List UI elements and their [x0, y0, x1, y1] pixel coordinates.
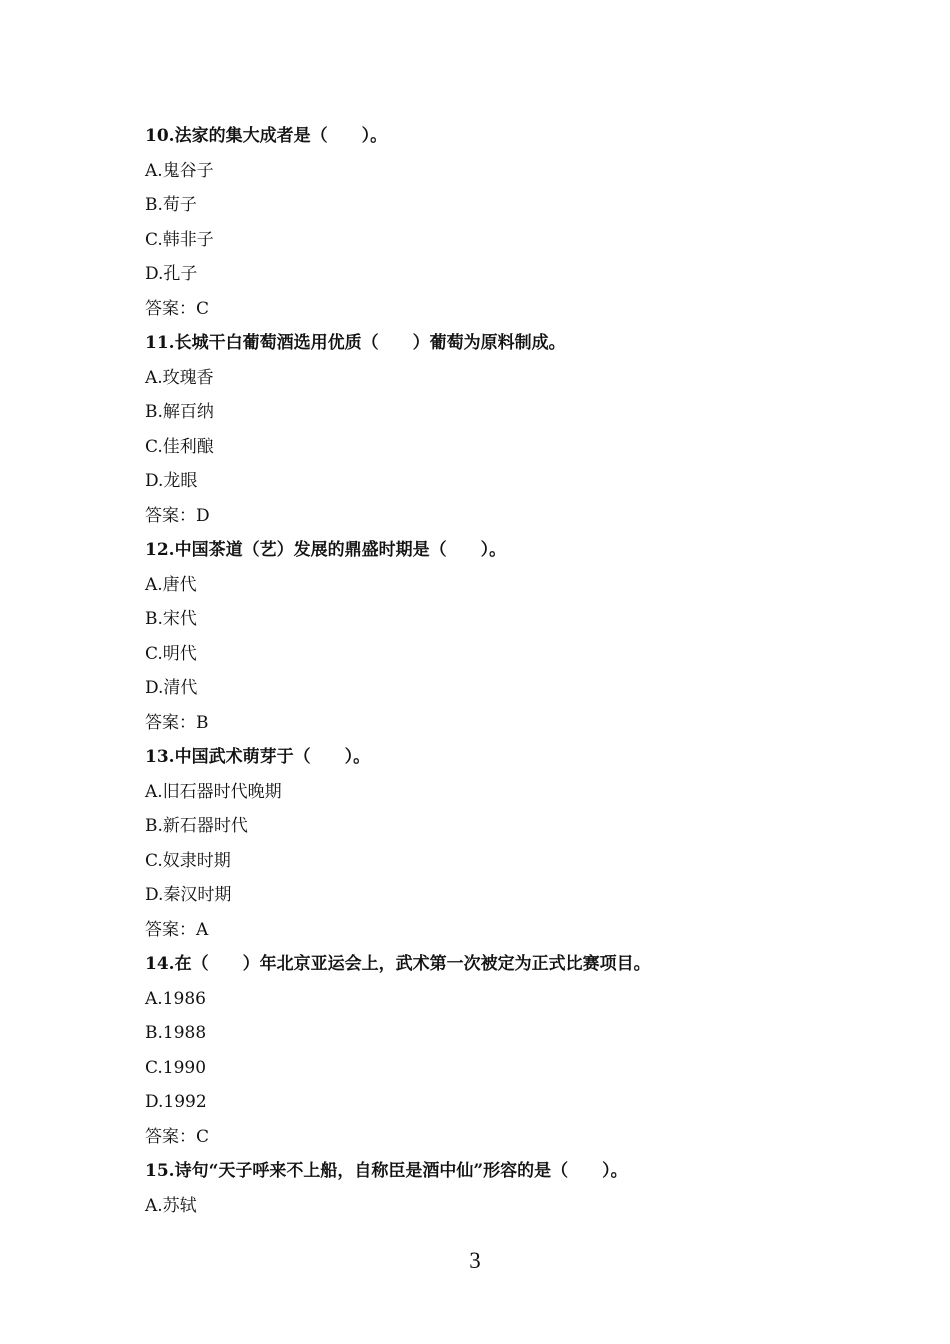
question-14-option-a: A.1986: [145, 988, 206, 1009]
question-11-option-c: C.佳利酿: [145, 436, 214, 457]
question-13-option-d: D.秦汉时期: [145, 885, 232, 905]
question-13-text: 13.中国武术萌芽于（ ）。: [145, 747, 371, 767]
question-11-text: 11.长城干白葡萄酒选用优质（ ）葡萄为原料制成。: [145, 333, 566, 353]
page-number: 3: [469, 1248, 481, 1273]
question-11-option-d: D.龙眼: [145, 471, 198, 491]
question-12-answer: 答案：B: [145, 712, 209, 733]
question-14-answer: 答案：C: [145, 1126, 210, 1147]
question-13-option-a: A.旧石器时代晚期: [145, 781, 282, 802]
question-11-option-a: A.玫瑰香: [145, 367, 214, 388]
question-13-answer: 答案：A: [145, 919, 209, 940]
question-14-option-d: D.1992: [145, 1092, 207, 1112]
question-14-option-c: C.1990: [145, 1057, 207, 1078]
question-11-option-b: B.解百纳: [145, 402, 214, 422]
question-15-text: 15.诗句“天子呼来不上船，自称臣是酒中仙”形容的是（ ）。: [145, 1161, 628, 1181]
question-10-option-b: B.荀子: [145, 195, 197, 215]
question-12-option-d: D.清代: [145, 678, 198, 698]
question-14-option-b: B.1988: [145, 1023, 207, 1043]
question-10-answer: 答案：C: [145, 298, 210, 319]
question-13-option-c: C.奴隶时期: [145, 850, 231, 871]
question-14-text: 14.在（ ）年北京亚运会上，武术第一次被定为正式比赛项目。: [145, 954, 651, 974]
question-10-option-a: A.鬼谷子: [145, 160, 214, 181]
question-12-text: 12.中国茶道（艺）发展的鼎盛时期是（ ）。: [145, 540, 507, 560]
question-12-option-b: B.宋代: [145, 609, 197, 629]
question-list: [145, 119, 865, 1223]
question-15-option-a: A.苏轼: [145, 1195, 197, 1216]
question-13-option-b: B.新石器时代: [145, 816, 248, 836]
question-10-text: 10.法家的集大成者是（ ）。: [145, 126, 388, 146]
question-12-option-a: A.唐代: [145, 574, 197, 595]
question-10-option-c: C.韩非子: [145, 229, 214, 250]
question-10-option-d: D.孔子: [145, 264, 198, 284]
question-12-option-c: C.明代: [145, 643, 197, 664]
question-11-answer: 答案：D: [145, 505, 210, 526]
